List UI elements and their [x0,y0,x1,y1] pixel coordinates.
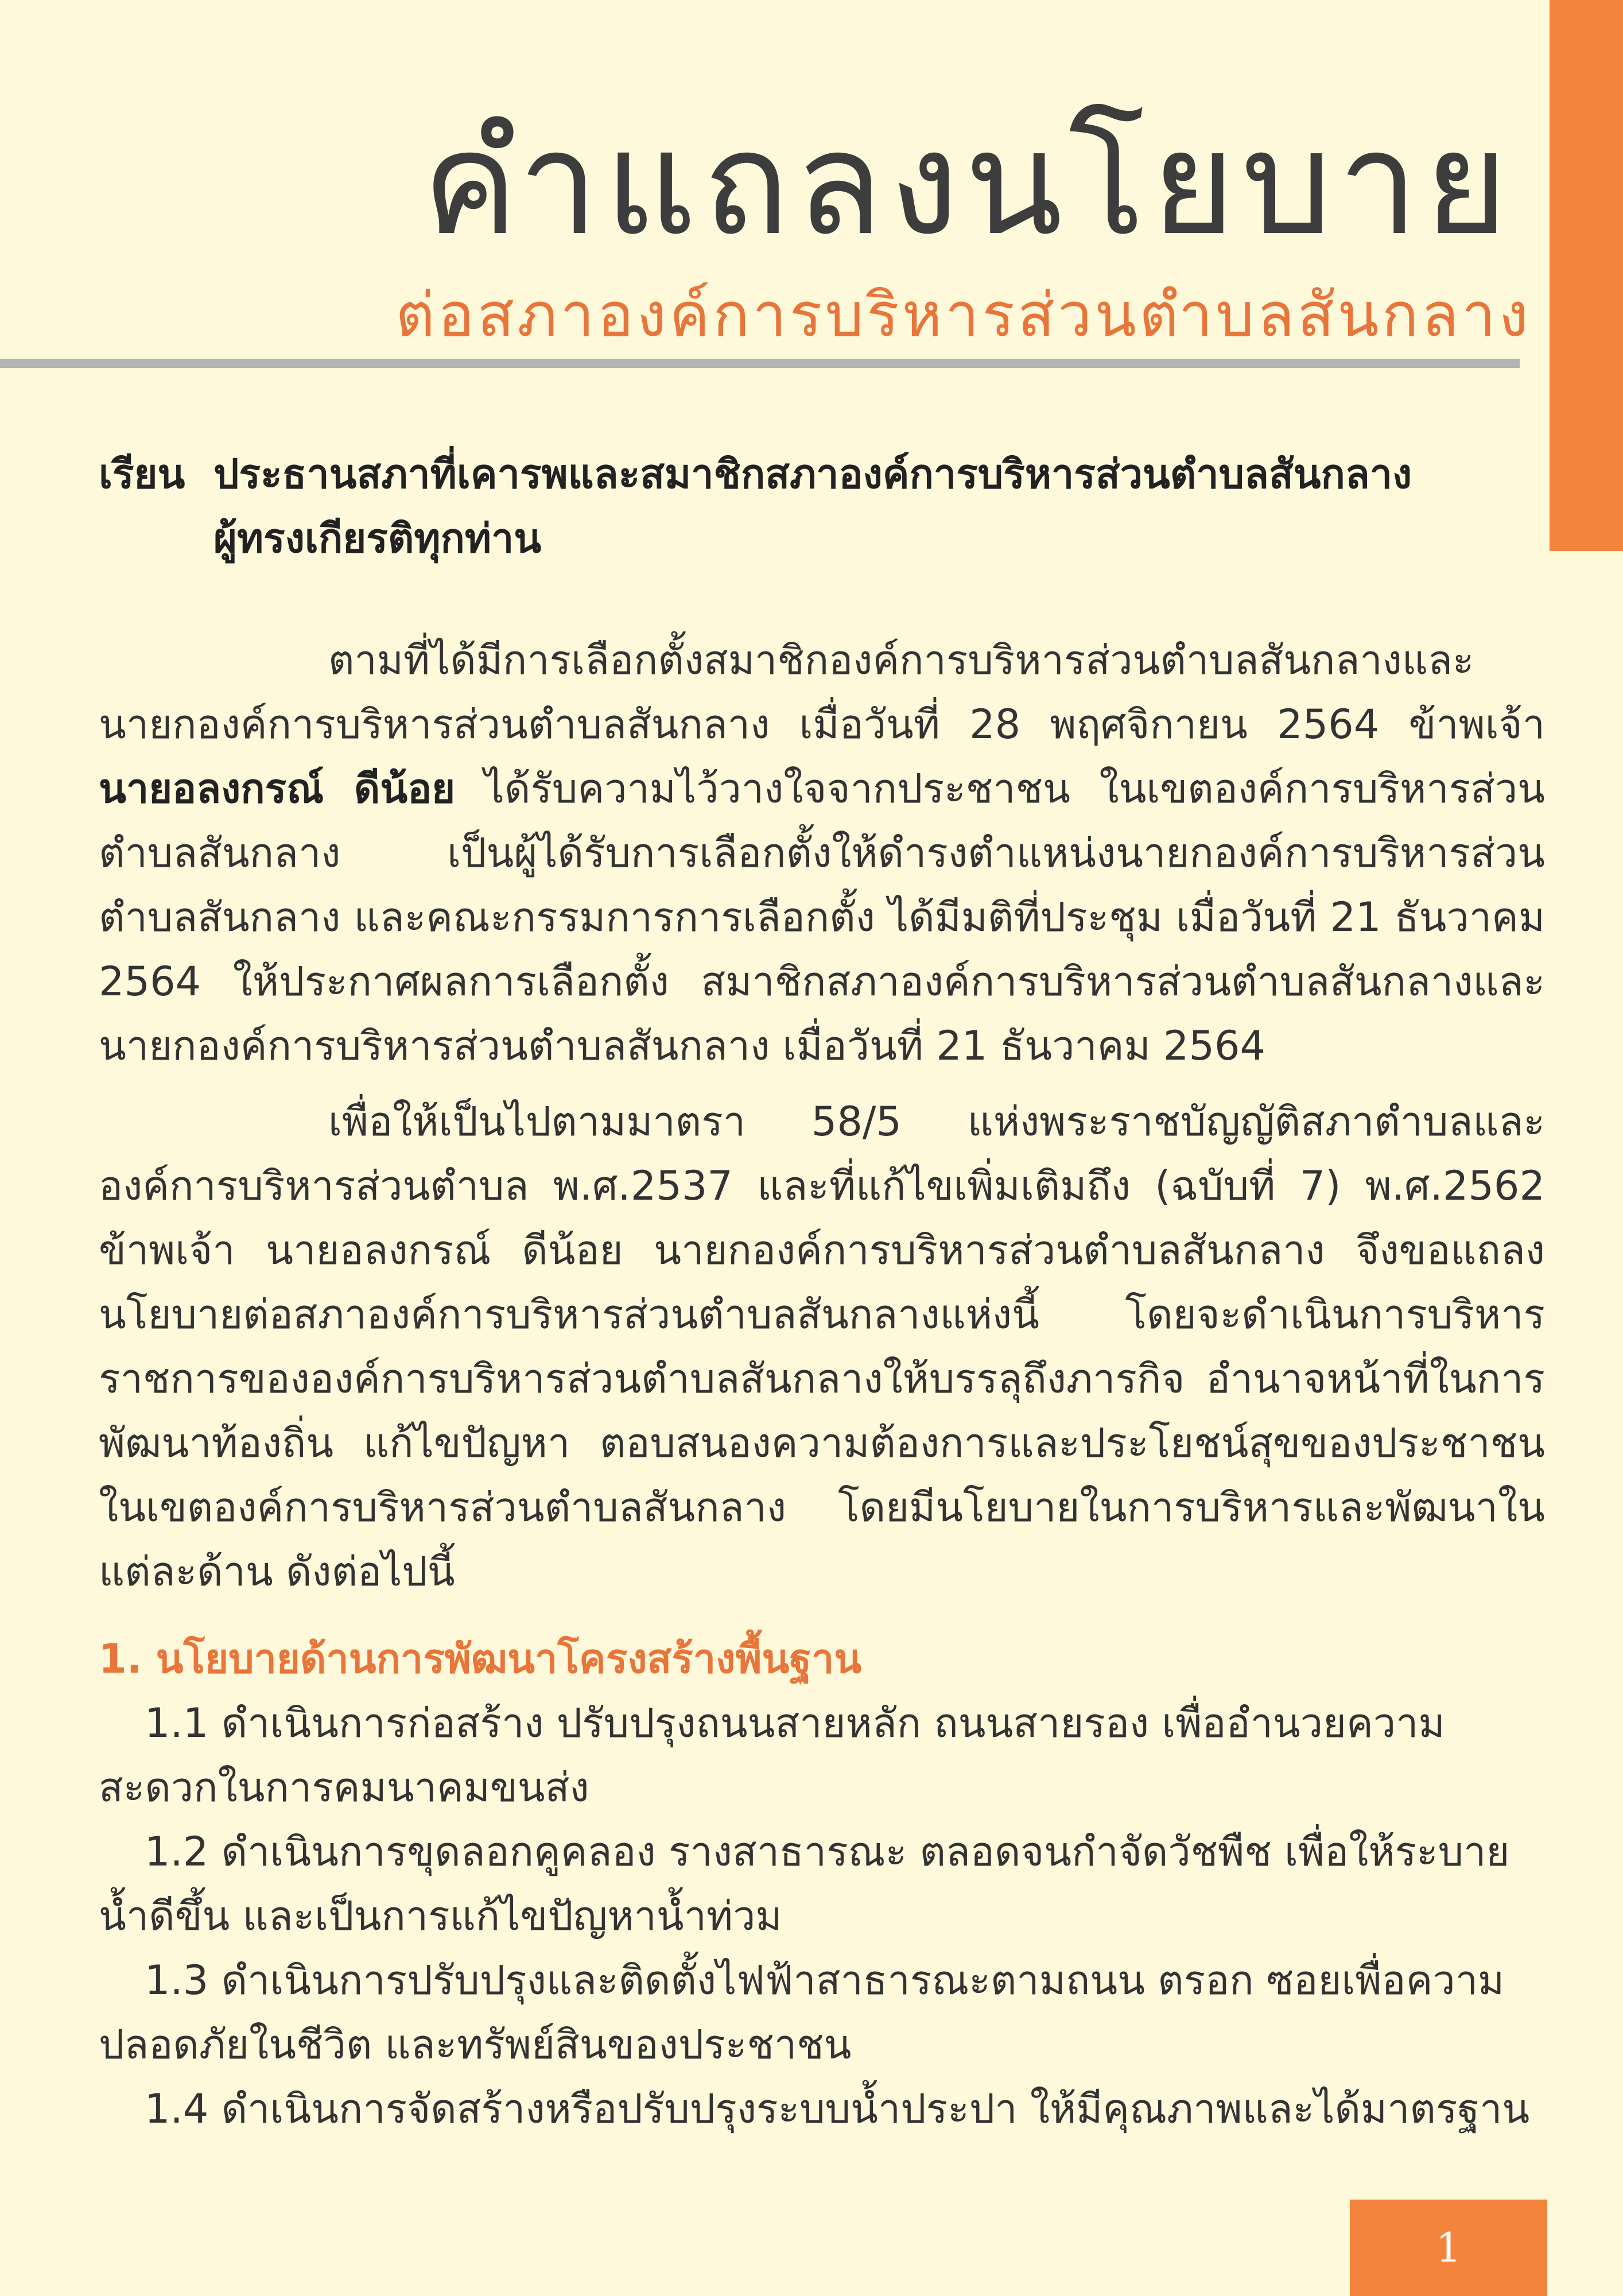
document-body [99,442,1545,2141]
paragraph-election [99,628,1545,1078]
paragraph-policy-intro-text: เพื่อให้เป็นไปตามมาตรา 58/5 แห่งพระราชบัญญัติสภาตำบลและองค์การบริหารส่วนตำบล พ.ศ.2537 และที่แก้ไขเพิ่มเติมถึง (ฉบับที่ 7) พ.ศ.2562 ข้าพเจ้า นายอลงกรณ์ ดีน้อย นายกองค์การบริหารส่วนตำบลสันกลาง จึงขอแถลงนโยบายต่อสภาองค์การบริหารส่วนตำบลสันกลางแห่งนี้ โดยจะดำเนินการบริหารราชการขององค์การบริหารส่วนตำบลสันกลางให้บรรลุถึงภารกิจ อำนาจหน้าที่ในการพัฒนาท้องถิ่น แก้ไขปัญหา ตอบสนองความต้องการและประโยชน์สุขของประชาชนในเขตองค์การบริหารส่วนตำบลสันกลาง โดยมีนโยบายในการบริหารและพัฒนาในแต่ละด้าน ดังต่อไปนี้ [99,1098,1545,1595]
page-number: 1 [1435,2224,1462,2271]
title-divider [0,359,1520,368]
mayor-name: นายอลงกรณ์ ดีน้อย [99,765,456,812]
page-number-box [1350,2200,1547,2296]
salutation-line-2: ผู้ทรงเกียรติทุกท่าน [213,515,542,562]
orange-accent-bar [1550,0,1623,551]
list-item: 1.4 ดำเนินการจัดสร้างหรือปรับปรุงระบบน้ำประปา ให้มีคุณภาพและได้มาตรฐาน [145,2085,1530,2132]
list-item: 1.3 ดำเนินการปรับปรุงและติดตั้งไฟฟ้าสาธารณะตามถนน ตรอก ซอยเพื่อความปลอดภัยในชีวิต และทรัพย์สินของประชาชน [99,1957,1505,2068]
section-heading-infrastructure: 1. นโยบายด้านการพัฒนาโครงสร้างพื้นฐาน [99,1635,862,1682]
salutation-label: เรียน [99,451,185,498]
list-item: 1.2 ดำเนินการขุดลอกคูคลอง รางสาธารณะ ตลอดจนกำจัดวัชพืช เพื่อให้ระบายน้ำดีขึ้น และเป็นการแก้ไขปัญหาน้ำท่วม [99,1828,1510,1940]
list-item: 1.1 ดำเนินการก่อสร้าง ปรับปรุงถนนสายหลัก ถนนสายรอง เพื่ออำนวยความสะดวกในการคมนาคมขนส่ง [99,1700,1445,1811]
paragraph-policy-intro [99,1089,1545,1604]
paragraph-election-text-a: ตามที่ได้มีการเลือกตั้งสมาชิกองค์การบริหารส่วนตำบลสันกลางและนายกองค์การบริหารส่วนตำบลสันกลาง เมื่อวันที่ 28 พฤศจิกายน 2564 ข้าพเจ้า [99,637,1545,748]
page-title: คำแถลงนโยบาย [422,100,1514,267]
salutation-recipients [213,442,1545,571]
salutation-line-1: ประธานสภาที่เคารพและสมาชิกสภาองค์การบริหารส่วนตำบลสันกลาง [213,451,1412,498]
page-subtitle: ต่อสภาองค์การบริหารส่วนตำบลสันกลาง [395,280,1531,350]
paragraph-election-text-b: ได้รับความไว้วางใจจากประชาชน ในเขตองค์การบริหารส่วนตำบลสันกลาง เป็นผู้ได้รับการเลือกตั้งให้ดำรงตำแหน่งนายกองค์การบริหารส่วนตำบลสันกลาง และคณะกรรมการการเลือกตั้ง ได้มีมติที่ประชุม เมื่อวันที่ 21 ธันวาคม 2564 ให้ประกาศผลการเลือกตั้ง สมาชิกสภาองค์การบริหารส่วนตำบลสันกลางและนายกองค์การบริหารส่วนตำบลสันกลาง เมื่อวันที่ 21 ธันวาคม 2564 [99,765,1545,1069]
salutation [99,442,1545,571]
